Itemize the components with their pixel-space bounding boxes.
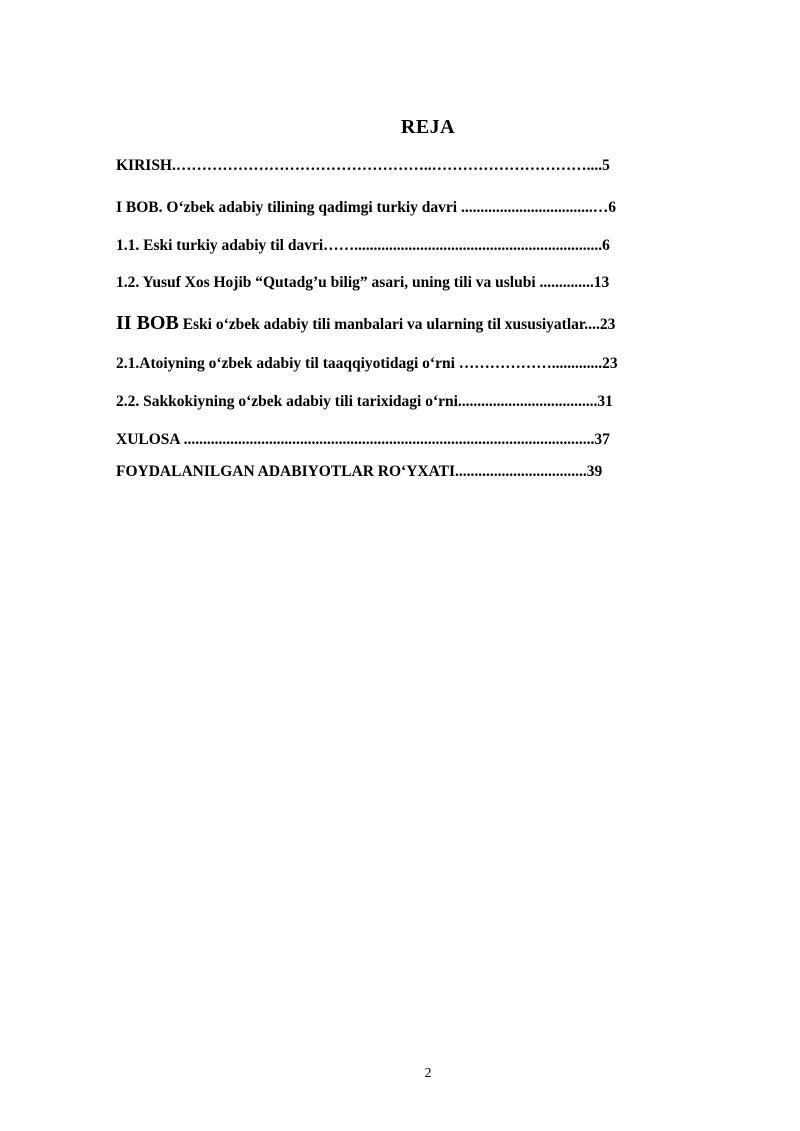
toc-entry-text: 1.1. Eski turkiy adabiy til davri……................................................................6	[116, 237, 610, 254]
toc-entry-chapter-2	[116, 313, 716, 335]
toc-entry-text: 1.2. Yusuf Xos Hojib “Qutadg’u bilig” asari, uning tili va uslubi ..............13	[116, 274, 610, 291]
toc-entry-text: I BOB. O‘zbek adabiy tilining qadimgi turkiy davri ..................................…6	[116, 199, 616, 216]
page-title: REJA	[400, 116, 456, 138]
toc-entry-text: 2.2. Sakkokiyning o‘zbek adabiy tili tarixidagi o‘rni....................................31	[116, 393, 613, 410]
toc-entry-xulosa	[116, 430, 716, 450]
page-number: 2	[424, 1066, 432, 1081]
toc-entry-text: FOYDALANILGAN ADABIYOTLAR RO‘YXATI..................................39	[116, 463, 603, 480]
toc-entry-section-2-1	[116, 354, 716, 374]
toc-entry-chapter-1	[116, 198, 716, 218]
toc-entry-text: Eski o‘zbek adabiy tili manbalari va ularning til xususiyatlar....23	[178, 316, 616, 333]
toc-entry-section-1-1	[116, 236, 716, 256]
toc-entry-section-1-2	[116, 273, 716, 293]
toc-entry-text: XULOSA ..........................................................................................................37	[116, 431, 610, 448]
toc-entry-lead: II BOB	[116, 312, 179, 334]
toc-entry-references	[116, 462, 716, 482]
toc-entry-section-2-2	[116, 392, 716, 412]
toc-entry-text: KIRISH.…………………………………………..…………………………....5	[116, 157, 610, 174]
toc-entry-text: 2.1.Atoiyning o‘zbek adabiy til taaqqiyotidagi o‘rni ……………….............23	[116, 355, 618, 372]
toc-entry-kirish	[116, 156, 716, 176]
